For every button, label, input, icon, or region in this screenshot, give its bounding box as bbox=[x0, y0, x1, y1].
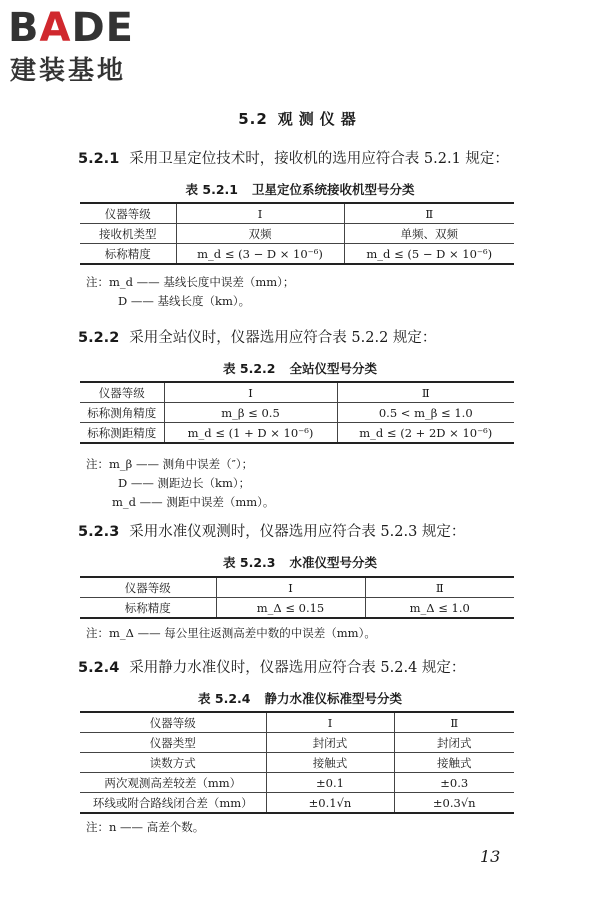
table-row: 标称测角精度 m_β ≤ 0.5 0.5 < m_β ≤ 1.0 bbox=[80, 403, 514, 423]
table-row: 两次观测高差较差（mm） ±0.1 ±0.3 bbox=[80, 773, 514, 793]
table-row: 读数方式 接触式 接触式 bbox=[80, 753, 514, 773]
bade-logo bbox=[8, 6, 183, 96]
table-row: 仪器等级 Ⅰ Ⅱ bbox=[80, 382, 514, 403]
table-row: 仪器等级 Ⅰ Ⅱ bbox=[80, 712, 514, 733]
table-row: 标称精度 m_d ≤ (3 − D × 10⁻⁶) m_d ≤ (5 − D × 10⁻⁶) bbox=[80, 244, 514, 265]
table-note: 注：m_Δ —— 每公里往返测高差中数的中误差（mm）。 bbox=[86, 626, 376, 640]
table-hydrostatic-level-classification bbox=[80, 711, 514, 814]
table-note: 注：m_d —— 基线长度中误差（mm）； bbox=[86, 275, 295, 289]
table-row: 仪器等级 Ⅰ Ⅱ bbox=[80, 203, 514, 224]
table-caption-5-2-2: 表 5.2.2 全站仪型号分类 bbox=[223, 361, 377, 376]
table-level-classification bbox=[80, 576, 514, 619]
table-note: 注：n —— 高差个数。 bbox=[86, 820, 205, 834]
table-caption-5-2-3: 表 5.2.3 水准仪型号分类 bbox=[223, 555, 377, 570]
table-row: 仪器类型 封闭式 封闭式 bbox=[80, 733, 514, 753]
table-row: 接收机类型 双频 单频、双频 bbox=[80, 224, 514, 244]
table-note: m_d —— 测距中误差（mm）。 bbox=[112, 495, 275, 509]
table-caption-5-2-1: 表 5.2.1 卫星定位系统接收机型号分类 bbox=[185, 182, 415, 197]
clause-5-2-4: 5.2.4 采用静力水准仪时，仪器选用应符合表 5.2.4 规定： bbox=[78, 660, 466, 676]
table-note: 注：m_β —— 测角中误差（″）； bbox=[86, 457, 254, 471]
table-note: D —— 基线长度（km）。 bbox=[118, 294, 251, 308]
section-title bbox=[0, 108, 600, 129]
table-caption-5-2-4: 表 5.2.4 静力水准仪标准型号分类 bbox=[198, 691, 402, 706]
table-row: 仪器等级 Ⅰ Ⅱ bbox=[80, 577, 514, 598]
section-heading: 观测仪器 bbox=[277, 110, 362, 128]
table-row: 环线或附合路线闭合差（mm） ±0.1√n ±0.3√n bbox=[80, 793, 514, 814]
table-note: D —— 测距边长（km）； bbox=[118, 476, 251, 490]
clause-5-2-3: 5.2.3 采用水准仪观测时，仪器选用应符合表 5.2.3 规定： bbox=[78, 524, 466, 540]
table-row: 标称测距精度 m_d ≤ (1 + D × 10⁻⁶) m_d ≤ (2 + 2D × 10⁻⁶) bbox=[80, 423, 514, 444]
table-row: 标称精度 m_Δ ≤ 0.15 m_Δ ≤ 1.0 bbox=[80, 598, 514, 619]
table-total-station-classification bbox=[80, 381, 514, 444]
table-receiver-classification bbox=[80, 202, 514, 265]
section-number: 5.2 bbox=[238, 110, 268, 128]
clause-5-2-2: 5.2.2 采用全站仪时，仪器选用应符合表 5.2.2 规定： bbox=[78, 330, 437, 346]
clause-5-2-1: 5.2.1 采用卫星定位技术时，接收机的选用应符合表 5.2.1 规定： bbox=[78, 151, 509, 167]
logo-subtitle: 建装基地 bbox=[10, 56, 127, 86]
page-number: 13 bbox=[480, 847, 501, 866]
logo-wordmark: BADE bbox=[8, 5, 134, 51]
